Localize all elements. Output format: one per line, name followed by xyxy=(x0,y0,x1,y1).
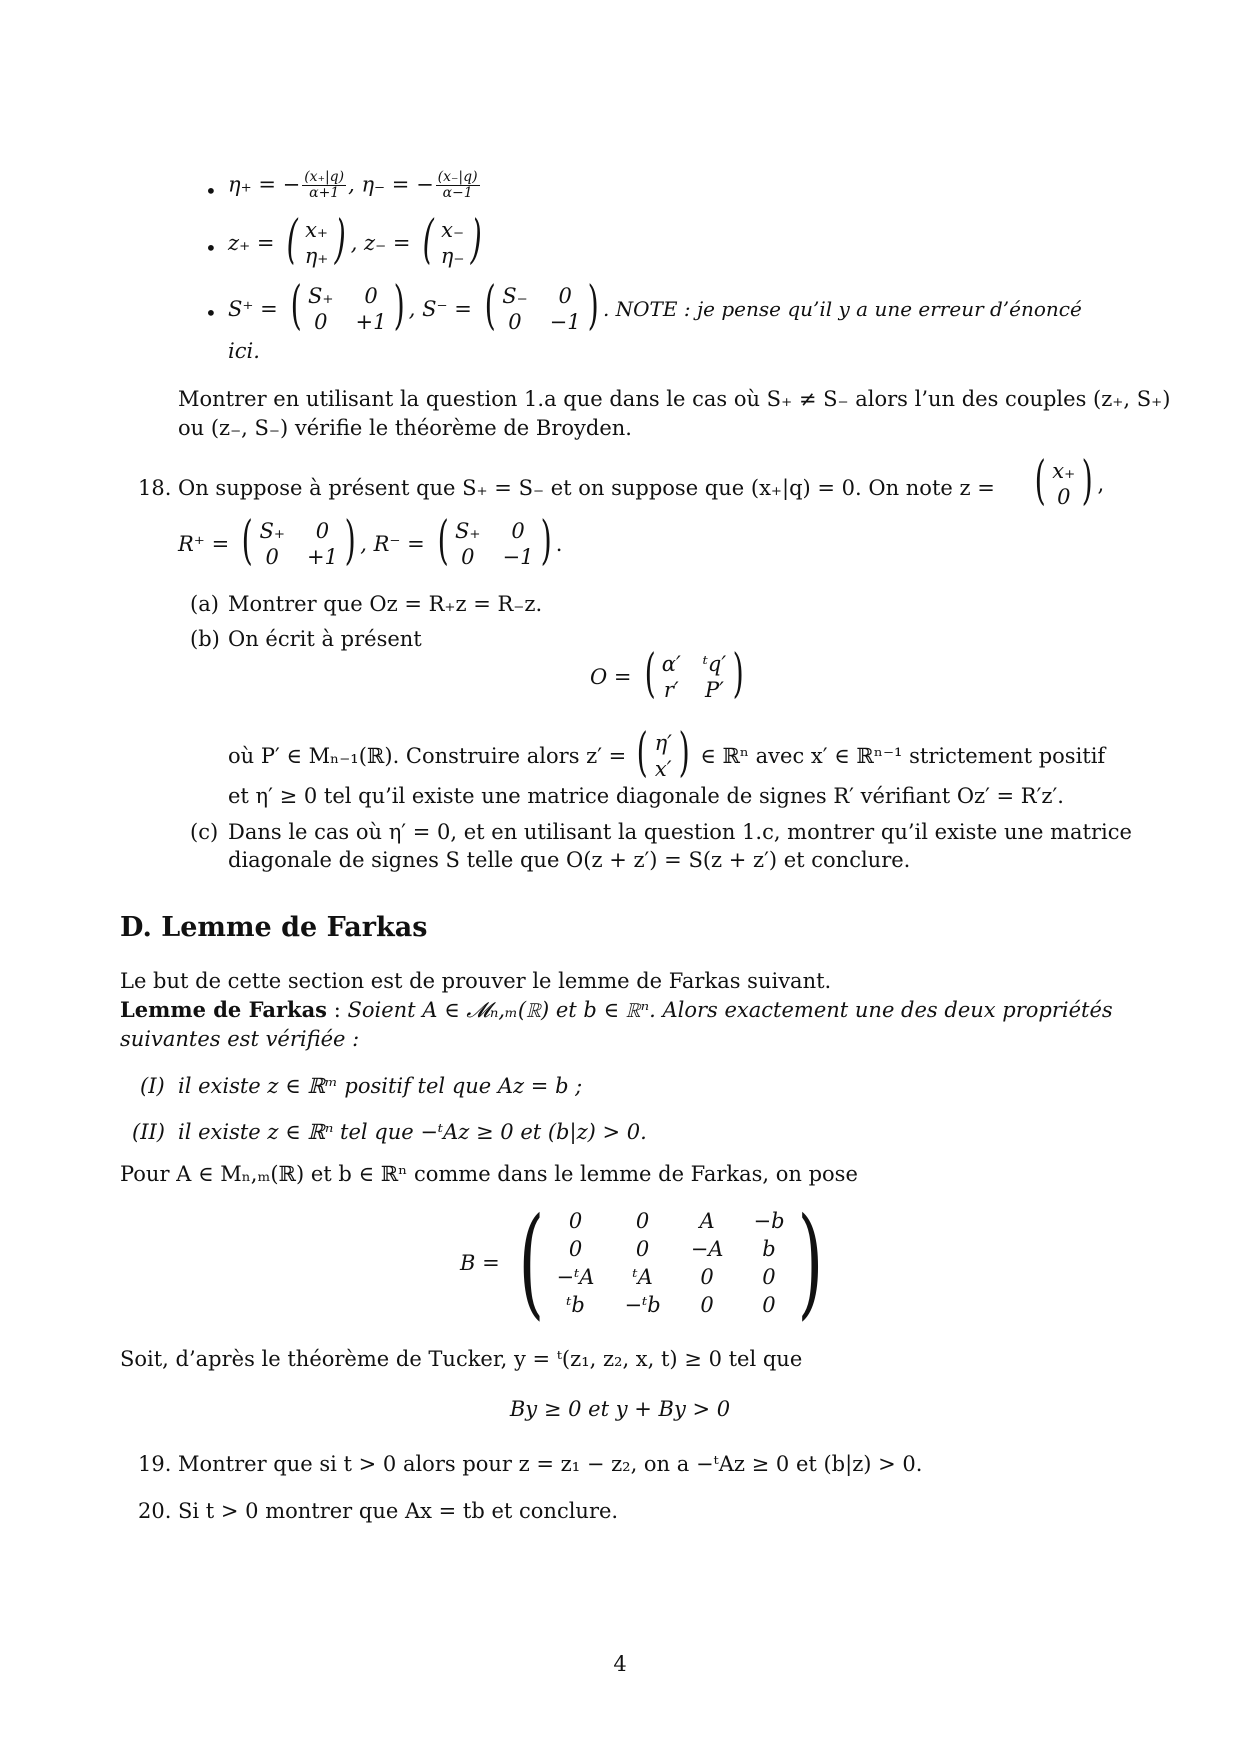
bullet: • xyxy=(205,236,217,260)
property-ii-text: il existe z ∈ ℝⁿ tel que −ᵗAz ≥ 0 et (b|z) > 0. xyxy=(178,1120,647,1144)
matrix-entry: −b xyxy=(753,1208,785,1233)
subquestion-label: (c) xyxy=(190,820,219,844)
property-label: (I) xyxy=(140,1074,165,1098)
s-minus-matrix: ( S₋ 0 0 −1 ) xyxy=(484,276,599,336)
lemma-text-continuation: suivantes est vérifiée : xyxy=(120,1027,360,1051)
matrix-entry: 0 xyxy=(700,1264,714,1289)
punctuation: : xyxy=(327,998,348,1022)
s-plus-matrix: ( S₊ 0 0 +1 ) xyxy=(290,276,405,336)
matrix-entry: P′ xyxy=(704,678,724,703)
vector-entry: 0 xyxy=(1057,485,1071,510)
z-plus-lhs: z₊ = xyxy=(228,230,275,255)
matrix-entry: −1 xyxy=(502,545,534,570)
tucker-inequalities: By ≥ 0 et y + By > 0 xyxy=(509,1397,731,1421)
fraction-denominator: α−1 xyxy=(442,185,473,202)
fraction-denominator: α+1 xyxy=(309,185,340,202)
question-number: 20. xyxy=(138,1499,172,1523)
subquestion-b-text: On écrit à présent xyxy=(228,627,422,651)
lemma-statement-line1 xyxy=(120,996,1113,1024)
subquestion-label: (b) xyxy=(190,627,220,651)
b-matrix-display xyxy=(460,1193,833,1332)
matrix-entry: S₋ xyxy=(502,284,528,308)
property-i-text: il existe z ∈ ℝᵐ positif tel que Az = b ; xyxy=(178,1074,583,1098)
matrix-entry: −ᵗb xyxy=(624,1292,661,1317)
subquestion-a-text: Montrer que Oz = R₊z = R₋z. xyxy=(228,592,543,616)
question-19-text: Montrer que si t > 0 alors pour z = z₁ − z₂, on a −ᵗAz ≥ 0 et (b|z) > 0. xyxy=(178,1452,923,1476)
vector-entry: η₋ xyxy=(440,244,465,269)
matrix-entry: ᵗq′ xyxy=(702,652,727,676)
question-number: 18. xyxy=(138,476,172,500)
author-note-continuation: ici. xyxy=(228,339,260,363)
matrix-entry: 0 xyxy=(461,545,475,570)
vector-entry: x₋ xyxy=(441,218,465,242)
punctuation: . xyxy=(555,531,563,556)
subquestion-c-line1: Dans le cas où η′ = 0, et en utilisant la question 1.c, montrer qu’il existe une matrice xyxy=(228,820,1132,844)
o-matrix-display xyxy=(590,644,748,706)
text-segment: ∈ ℝⁿ avec x′ ∈ ℝⁿ⁻¹ strictement positif xyxy=(700,743,1106,768)
bullet: • xyxy=(205,301,217,325)
section-intro: Le but de cette section est de prouver le lemme de Farkas suivant. xyxy=(120,969,832,993)
matrix-entry: 0 xyxy=(762,1292,776,1317)
subquestion-b-line3: et η′ ≥ 0 tel qu’il existe une matrice diagonale de signes R′ vérifiant Oz′ = R′z′. xyxy=(228,784,1064,808)
z-column-vector: ( x₊ 0 ) xyxy=(1034,451,1093,511)
r-minus-matrix: ( S₊ 0 0 −1 ) xyxy=(437,511,552,571)
paragraph-line: Soit, d’après le théorème de Tucker, y = ᵗ(z₁, z₂, x, t) ≥ 0 tel que xyxy=(120,1347,803,1371)
matrix-entry: S₊ xyxy=(259,519,285,543)
matrix-entry: 0 xyxy=(700,1292,714,1317)
paragraph-line: ou (z₋, S₋) vérifie le théorème de Broyden. xyxy=(178,416,632,440)
fraction-numerator: (x₊|q) xyxy=(304,169,345,185)
s-plus-lhs: S⁺ = xyxy=(228,296,278,321)
vector-entry: η′ xyxy=(654,731,672,755)
b-matrix: ( 0 0 A −b 0 0 −A b −ᵗA ᵗA 0 0 ᵗb −ᵗb 0 0 ) xyxy=(518,1193,823,1332)
question-number: 19. xyxy=(138,1452,172,1476)
matrix-entry: 0 xyxy=(635,1236,650,1261)
matrix-entry: 0 xyxy=(265,545,279,570)
b-lhs: B = xyxy=(460,1250,500,1275)
matrix-entry: 0 xyxy=(568,1236,583,1261)
eta-plus-lhs: η₊ = − xyxy=(228,172,301,197)
question-20-text: Si t > 0 montrer que Ax = tb et conclure. xyxy=(178,1499,619,1523)
matrix-entry: −ᵗA xyxy=(556,1264,595,1289)
matrix-entry: +1 xyxy=(355,310,387,335)
matrix-entry: 0 xyxy=(762,1264,776,1289)
matrix-entry: S₊ xyxy=(455,519,481,543)
o-matrix: ( α′ ᵗq′ r′ P′ ) xyxy=(644,644,744,704)
matrix-entry: ᵗA xyxy=(632,1264,653,1289)
s-definitions xyxy=(228,276,1082,338)
matrix-entry: −A xyxy=(690,1236,724,1261)
o-lhs: O = xyxy=(590,664,632,689)
r-plus-lhs: R⁺ = xyxy=(178,531,230,556)
vector-entry: x₊ xyxy=(1052,459,1076,483)
bullet: • xyxy=(205,179,217,203)
subquestion-c-line2: diagonale de signes S telle que O(z + z′) = S(z + z′) et conclure. xyxy=(228,848,911,872)
matrix-entry: S₊ xyxy=(308,284,334,308)
matrix-entry: ᵗb xyxy=(566,1292,585,1317)
z-plus-vector: ( x₊ η₊ ) xyxy=(286,210,347,270)
matrix-entry: 0 xyxy=(314,310,328,335)
z-definitions xyxy=(228,210,487,272)
r-definitions xyxy=(178,511,563,573)
matrix-entry: 0 xyxy=(508,310,522,335)
z-minus-vector: ( x₋ η₋ ) xyxy=(423,210,483,270)
matrix-entry: 0 xyxy=(511,519,525,543)
lemma-name: Lemme de Farkas xyxy=(120,997,328,1022)
page-number: 4 xyxy=(613,1652,627,1676)
eta-minus-lhs: , η₋ = − xyxy=(348,172,434,197)
z-prime-vector: ( η′ x′ ) xyxy=(636,723,690,783)
text-segment: où P′ ∈ Mₙ₋₁(ℝ). Construire alors z′ = xyxy=(228,743,627,768)
section-title: D. Lemme de Farkas xyxy=(120,912,428,943)
matrix-entry: α′ xyxy=(661,652,681,676)
z-minus-lhs: , z₋ = xyxy=(350,230,411,255)
matrix-entry: 0 xyxy=(364,284,378,308)
eta-plus-fraction xyxy=(302,170,346,202)
property-label: (II) xyxy=(132,1120,165,1144)
punctuation: , xyxy=(1097,471,1105,496)
matrix-entry: +1 xyxy=(306,545,338,570)
z-vector xyxy=(1030,451,1105,513)
eta-definitions xyxy=(228,170,482,202)
r-plus-matrix: ( S₊ 0 0 +1 ) xyxy=(241,511,356,571)
author-note: . NOTE : je pense qu’il y a une erreur d’énoncé xyxy=(602,296,1082,321)
matrix-entry: 0 xyxy=(315,519,330,543)
matrix-entry: 0 xyxy=(635,1208,650,1233)
paragraph-line: Montrer en utilisant la question 1.a que dans le cas où S₊ ≠ S₋ alors l’un des couples (z₊, S₊) xyxy=(178,387,1171,411)
matrix-entry: A xyxy=(699,1208,715,1233)
r-minus-lhs: , R⁻ = xyxy=(360,531,425,556)
eta-minus-fraction xyxy=(436,170,480,202)
matrix-entry: 0 xyxy=(558,284,572,308)
fraction-numerator: (x₋|q) xyxy=(437,169,478,185)
matrix-entry: 0 xyxy=(568,1208,583,1233)
question-18-text: On suppose à présent que S₊ = S₋ et on suppose que (x₊|q) = 0. On note z = xyxy=(178,476,995,500)
matrix-entry: b xyxy=(762,1236,776,1261)
matrix-entry: −1 xyxy=(549,310,581,335)
vector-entry: η₊ xyxy=(304,244,329,269)
paragraph-line: Pour A ∈ Mₙ,ₘ(ℝ) et b ∈ ℝⁿ comme dans le lemme de Farkas, on pose xyxy=(120,1162,858,1186)
subquestion-b-line2 xyxy=(228,723,1106,785)
vector-entry: x₊ xyxy=(305,218,329,242)
matrix-entry: r′ xyxy=(663,678,679,703)
subquestion-label: (a) xyxy=(190,592,219,616)
vector-entry: x′ xyxy=(654,757,672,782)
lemma-text: Soient A ∈ 𝓜ₙ,ₘ(ℝ) et b ∈ ℝⁿ. Alors exactement une des deux propriétés xyxy=(347,998,1113,1022)
s-minus-lhs: , S⁻ = xyxy=(408,296,472,321)
